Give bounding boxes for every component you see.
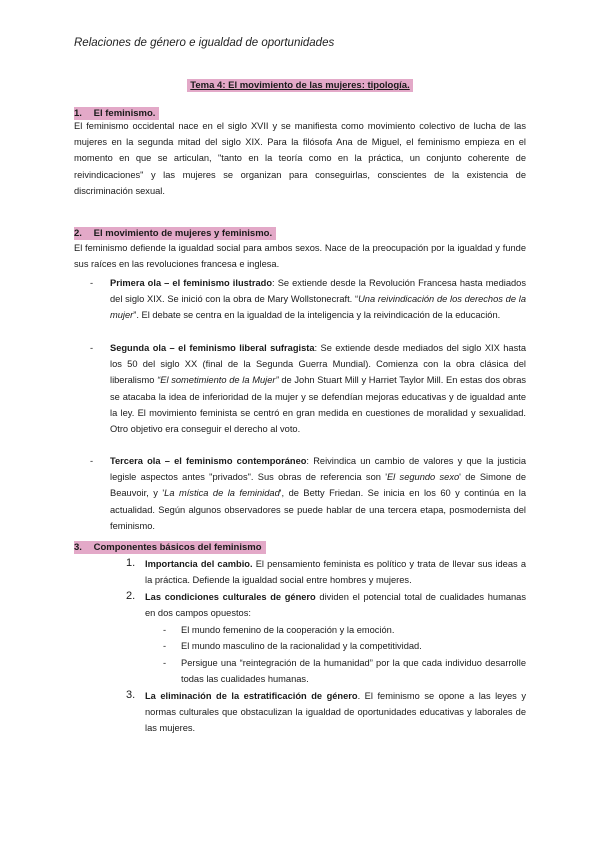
bullet-dash: - [90,343,94,353]
sub-dash: - [163,625,167,635]
item-label: Las condiciones culturales de género [145,592,316,602]
component-item-1 [126,556,526,588]
page-header: Relaciones de género e igualdad de oportunidades [74,37,335,49]
list-item-tercera-ola [90,453,527,534]
bullet-text: ' de Simone de Beauvoir, y ' [110,472,527,499]
item-text: El pensamiento feminista es político y trata de llevar sus ideas a la práctica. Defiende la igualdad social entre hombres y mujeres. [145,559,526,586]
section-2-number: 2. [74,228,82,239]
bullet-dash: - [90,278,94,288]
title-wrapper [0,75,600,93]
sub-dash: - [163,641,167,651]
item-number: 1. [126,557,136,569]
item-label: Importancia del cambio. [145,559,253,569]
sub-item-text: El mundo masculino de la racionalidad y la competitividad. [181,641,422,651]
section-3-number: 3. [74,542,82,553]
bullet-work-title: La mística de la feminidad [164,488,280,499]
section-2-intro [74,240,526,272]
list-item-primera-ola [90,275,526,324]
bullet-label: Segunda ola – el feminismo liberal sufragista [110,343,315,353]
bullet-label: Primera ola – el feminismo ilustrado [110,278,273,288]
item-text: . El feminismo se opone a las leyes y normas culturales que obstaculizan la igualdad de oportunidades educativas y laborales de las mujeres. [145,691,526,734]
sub-dash: - [163,658,167,668]
section-1-paragraph [74,118,526,199]
sub-item [163,655,526,687]
sub-item-text: Persigue una “reintegración de la humanidad” por la que cada individuo desarrolle todas las cualidades humanas. [181,658,526,685]
item-text: dividen el potencial total de cualidades humanas en dos campos opuestos: [145,592,526,619]
bullet-work-title: El segundo sexo [386,472,460,483]
section-1-text: El feminismo occidental nace en el siglo XVII y se manifiesta como movimiento colectivo de lucha de las mujeres en la segunda mitad del siglo XIX. Para la filósofa Ana de Miguel, el feminismo empieza en el momento en que se articulan, "tanto en la teoría como en la práctica, un conjunto coherente de reivindicaciones" y las mujeres se organizan para conseguirlas, conscientes de la existencia de discriminación sexual. [74,121,526,196]
document-title: Tema 4: El movimiento de las mujeres: tipología. [187,79,412,92]
bullet-label: Tercera ola – el feminismo contemporáneo [110,456,307,466]
section-3-title: Componentes básicos del feminismo [93,542,262,553]
component-item-2 [126,589,526,621]
bullet-text: : Reivindica un cambio de valores y que la justicia legisle aspectos antes "privados". Sus obras de referencia son ' [110,456,526,483]
section-2-intro-text: El feminismo defiende la igualdad social para ambos sexos. Nace de la preocupación por la igualdad y funde sus raíces en las revoluciones francesa e inglesa. [74,243,526,270]
bullet-text: ”. El debate se centra en la igualdad de la inteligencia y la reivindicación de la educación. [133,310,501,321]
section-1-number: 1. [74,108,82,119]
sub-item [163,638,526,654]
bullet-text: : Se extiende desde mediados del siglo XIX hasta los 50 del siglo XX (final de la Segunda Guerra Mundial). Comienza con la obra clásica del liberalismo [110,343,526,386]
section-3-heading [74,541,266,554]
item-number: 3. [126,689,136,701]
item-number: 2. [126,590,136,602]
bullet-work-title: “El sometimiento de la Mujer” [157,375,279,386]
sub-item [163,622,526,638]
section-2-heading [74,227,276,240]
bullet-work-title: Una reivindicación de los derechos de la mujer [110,294,526,321]
bullet-text: de John Stuart Mill y Harriet Taylor Mill. En estas dos obras se atacaba la idea de inferioridad de la mujer y se defendían mejoras educativas y de igualdad ante la ley. El movimiento feminista se centró en gran medida en cuestiones de moralidad y sexualidad. Otro objetivo era conseguir el derecho al voto. [110,375,527,435]
bullet-dash: - [90,456,94,466]
list-item-segunda-ola [90,340,527,437]
component-item-3 [126,688,526,737]
section-1-title: El feminismo. [93,108,156,119]
bullet-text: : Se extiende desde la Revolución Francesa hasta mediados del siglo XIX. Se inició con la obra de Mary Wollstonecraft. “ [110,278,526,305]
item-label: La eliminación de la estratificación de género [145,691,358,701]
sub-item-text: El mundo femenino de la cooperación y la emoción. [181,625,395,635]
bullet-text: ', de Betty Friedan. Se inicia en los 60 y continúa en la actualidad. Según algunos observadores se puede hablar de una tercera etapa, posmodernista del feminismo. [110,488,526,531]
section-2-title: El movimiento de mujeres y feminismo. [93,228,273,239]
